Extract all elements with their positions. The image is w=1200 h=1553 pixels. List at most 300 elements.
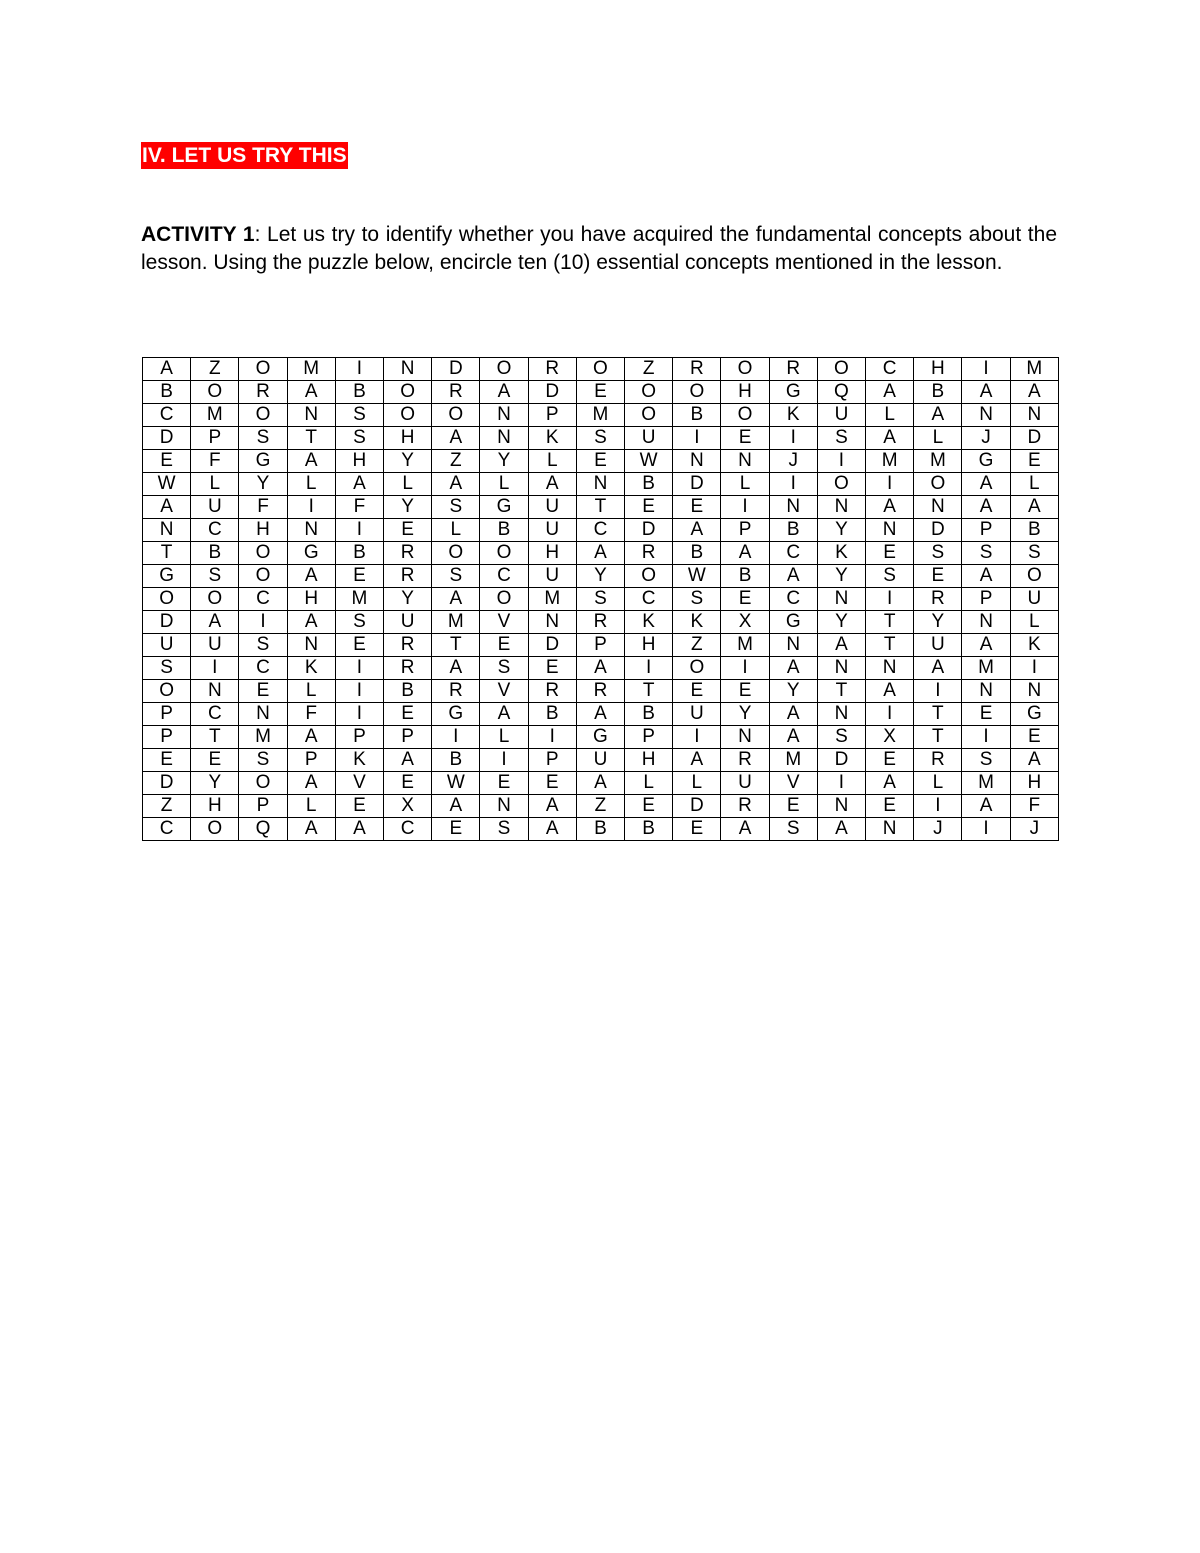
puzzle-cell[interactable]: C bbox=[480, 565, 528, 588]
puzzle-cell[interactable]: K bbox=[817, 542, 865, 565]
puzzle-cell[interactable]: F bbox=[287, 703, 335, 726]
puzzle-cell[interactable]: A bbox=[1010, 749, 1058, 772]
puzzle-cell[interactable]: O bbox=[191, 818, 239, 841]
puzzle-cell[interactable]: A bbox=[1010, 381, 1058, 404]
puzzle-cell[interactable]: I bbox=[866, 703, 914, 726]
puzzle-cell[interactable]: O bbox=[625, 565, 673, 588]
puzzle-cell[interactable]: U bbox=[673, 703, 721, 726]
puzzle-cell[interactable]: I bbox=[914, 795, 962, 818]
puzzle-cell[interactable]: I bbox=[721, 657, 769, 680]
puzzle-cell[interactable]: Q bbox=[817, 381, 865, 404]
puzzle-cell[interactable]: C bbox=[191, 703, 239, 726]
puzzle-cell[interactable]: D bbox=[432, 358, 480, 381]
puzzle-cell[interactable]: B bbox=[625, 703, 673, 726]
puzzle-cell[interactable]: B bbox=[432, 749, 480, 772]
puzzle-cell[interactable]: A bbox=[432, 657, 480, 680]
puzzle-cell[interactable]: Y bbox=[191, 772, 239, 795]
puzzle-cell[interactable]: L bbox=[191, 473, 239, 496]
puzzle-cell[interactable]: A bbox=[721, 542, 769, 565]
puzzle-cell[interactable]: E bbox=[866, 795, 914, 818]
puzzle-cell[interactable]: S bbox=[866, 565, 914, 588]
puzzle-cell[interactable]: S bbox=[1010, 542, 1058, 565]
puzzle-cell[interactable]: E bbox=[962, 703, 1010, 726]
puzzle-cell[interactable]: H bbox=[384, 427, 432, 450]
puzzle-cell[interactable]: I bbox=[673, 427, 721, 450]
puzzle-cell[interactable]: O bbox=[432, 404, 480, 427]
puzzle-cell[interactable]: J bbox=[769, 450, 817, 473]
puzzle-cell[interactable]: T bbox=[287, 427, 335, 450]
puzzle-cell[interactable]: O bbox=[384, 381, 432, 404]
puzzle-cell[interactable]: N bbox=[576, 473, 624, 496]
puzzle-cell[interactable]: E bbox=[143, 450, 191, 473]
puzzle-cell[interactable]: M bbox=[769, 749, 817, 772]
puzzle-cell[interactable]: S bbox=[817, 427, 865, 450]
puzzle-cell[interactable]: S bbox=[576, 427, 624, 450]
puzzle-cell[interactable]: U bbox=[191, 496, 239, 519]
puzzle-cell[interactable]: P bbox=[528, 749, 576, 772]
puzzle-cell[interactable]: A bbox=[432, 427, 480, 450]
puzzle-cell[interactable]: I bbox=[962, 726, 1010, 749]
puzzle-cell[interactable]: L bbox=[1010, 611, 1058, 634]
puzzle-cell[interactable]: I bbox=[769, 473, 817, 496]
puzzle-cell[interactable]: E bbox=[721, 427, 769, 450]
puzzle-cell[interactable]: A bbox=[191, 611, 239, 634]
puzzle-cell[interactable]: T bbox=[191, 726, 239, 749]
puzzle-cell[interactable]: B bbox=[384, 680, 432, 703]
puzzle-cell[interactable]: A bbox=[866, 772, 914, 795]
puzzle-cell[interactable]: C bbox=[625, 588, 673, 611]
puzzle-cell[interactable]: A bbox=[962, 473, 1010, 496]
puzzle-cell[interactable]: O bbox=[673, 657, 721, 680]
puzzle-cell[interactable]: E bbox=[335, 795, 383, 818]
puzzle-cell[interactable]: R bbox=[384, 542, 432, 565]
puzzle-cell[interactable]: E bbox=[866, 542, 914, 565]
puzzle-cell[interactable]: H bbox=[1010, 772, 1058, 795]
puzzle-cell[interactable]: A bbox=[576, 772, 624, 795]
puzzle-cell[interactable]: A bbox=[914, 657, 962, 680]
puzzle-cell[interactable]: U bbox=[576, 749, 624, 772]
puzzle-cell[interactable]: Y bbox=[769, 680, 817, 703]
puzzle-cell[interactable]: B bbox=[721, 565, 769, 588]
puzzle-cell[interactable]: E bbox=[625, 496, 673, 519]
puzzle-cell[interactable]: E bbox=[576, 381, 624, 404]
puzzle-cell[interactable]: E bbox=[191, 749, 239, 772]
puzzle-cell[interactable]: Y bbox=[480, 450, 528, 473]
puzzle-cell[interactable]: Y bbox=[384, 450, 432, 473]
puzzle-cell[interactable]: A bbox=[287, 381, 335, 404]
puzzle-cell[interactable]: A bbox=[432, 588, 480, 611]
puzzle-cell[interactable]: D bbox=[914, 519, 962, 542]
puzzle-cell[interactable]: M bbox=[432, 611, 480, 634]
puzzle-cell[interactable]: F bbox=[335, 496, 383, 519]
puzzle-cell[interactable]: X bbox=[866, 726, 914, 749]
puzzle-cell[interactable]: I bbox=[528, 726, 576, 749]
puzzle-cell[interactable]: N bbox=[769, 496, 817, 519]
puzzle-cell[interactable]: I bbox=[480, 749, 528, 772]
puzzle-cell[interactable]: T bbox=[432, 634, 480, 657]
puzzle-cell[interactable]: L bbox=[287, 795, 335, 818]
puzzle-cell[interactable]: F bbox=[1010, 795, 1058, 818]
puzzle-cell[interactable]: O bbox=[625, 404, 673, 427]
puzzle-cell[interactable]: X bbox=[721, 611, 769, 634]
puzzle-cell[interactable]: Z bbox=[673, 634, 721, 657]
puzzle-cell[interactable]: R bbox=[769, 358, 817, 381]
puzzle-cell[interactable]: O bbox=[1010, 565, 1058, 588]
puzzle-cell[interactable]: R bbox=[721, 749, 769, 772]
puzzle-cell[interactable]: H bbox=[625, 749, 673, 772]
puzzle-cell[interactable]: A bbox=[1010, 496, 1058, 519]
puzzle-cell[interactable]: N bbox=[817, 795, 865, 818]
puzzle-cell[interactable]: A bbox=[769, 657, 817, 680]
puzzle-cell[interactable]: E bbox=[384, 703, 432, 726]
puzzle-cell[interactable]: E bbox=[239, 680, 287, 703]
puzzle-cell[interactable]: A bbox=[962, 496, 1010, 519]
puzzle-cell[interactable]: O bbox=[432, 542, 480, 565]
puzzle-cell[interactable]: N bbox=[528, 611, 576, 634]
puzzle-cell[interactable]: O bbox=[239, 772, 287, 795]
puzzle-cell[interactable]: D bbox=[528, 634, 576, 657]
puzzle-cell[interactable]: C bbox=[191, 519, 239, 542]
puzzle-cell[interactable]: O bbox=[480, 588, 528, 611]
puzzle-cell[interactable]: O bbox=[721, 358, 769, 381]
puzzle-cell[interactable]: E bbox=[384, 772, 432, 795]
puzzle-cell[interactable]: H bbox=[721, 381, 769, 404]
puzzle-cell[interactable]: N bbox=[191, 680, 239, 703]
puzzle-cell[interactable]: D bbox=[143, 611, 191, 634]
puzzle-cell[interactable]: F bbox=[191, 450, 239, 473]
puzzle-cell[interactable]: N bbox=[962, 611, 1010, 634]
puzzle-cell[interactable]: S bbox=[239, 634, 287, 657]
puzzle-cell[interactable]: A bbox=[287, 450, 335, 473]
puzzle-cell[interactable]: B bbox=[576, 818, 624, 841]
puzzle-cell[interactable]: L bbox=[673, 772, 721, 795]
puzzle-cell[interactable]: G bbox=[143, 565, 191, 588]
puzzle-cell[interactable]: N bbox=[866, 818, 914, 841]
puzzle-cell[interactable]: U bbox=[528, 565, 576, 588]
puzzle-cell[interactable]: N bbox=[287, 634, 335, 657]
puzzle-cell[interactable]: S bbox=[432, 496, 480, 519]
puzzle-cell[interactable]: R bbox=[625, 542, 673, 565]
puzzle-cell[interactable]: B bbox=[480, 519, 528, 542]
puzzle-cell[interactable]: A bbox=[287, 565, 335, 588]
puzzle-cell[interactable]: I bbox=[914, 680, 962, 703]
puzzle-cell[interactable]: N bbox=[866, 657, 914, 680]
puzzle-cell[interactable]: A bbox=[769, 565, 817, 588]
puzzle-cell[interactable]: L bbox=[384, 473, 432, 496]
puzzle-cell[interactable]: B bbox=[335, 381, 383, 404]
puzzle-cell[interactable]: I bbox=[625, 657, 673, 680]
puzzle-cell[interactable]: O bbox=[384, 404, 432, 427]
puzzle-cell[interactable]: A bbox=[576, 703, 624, 726]
puzzle-cell[interactable]: M bbox=[335, 588, 383, 611]
puzzle-cell[interactable]: D bbox=[143, 427, 191, 450]
puzzle-cell[interactable]: E bbox=[866, 749, 914, 772]
puzzle-cell[interactable]: N bbox=[817, 703, 865, 726]
puzzle-cell[interactable]: W bbox=[625, 450, 673, 473]
puzzle-cell[interactable]: K bbox=[673, 611, 721, 634]
puzzle-cell[interactable]: A bbox=[962, 634, 1010, 657]
puzzle-cell[interactable]: A bbox=[673, 749, 721, 772]
puzzle-cell[interactable]: J bbox=[1010, 818, 1058, 841]
puzzle-cell[interactable]: P bbox=[335, 726, 383, 749]
puzzle-cell[interactable]: I bbox=[866, 588, 914, 611]
puzzle-cell[interactable]: L bbox=[432, 519, 480, 542]
puzzle-cell[interactable]: S bbox=[335, 611, 383, 634]
puzzle-cell[interactable]: C bbox=[769, 588, 817, 611]
puzzle-cell[interactable]: Y bbox=[817, 565, 865, 588]
puzzle-cell[interactable]: T bbox=[914, 703, 962, 726]
puzzle-cell[interactable]: O bbox=[191, 588, 239, 611]
puzzle-cell[interactable]: A bbox=[384, 749, 432, 772]
puzzle-cell[interactable]: L bbox=[721, 473, 769, 496]
puzzle-cell[interactable]: N bbox=[769, 634, 817, 657]
puzzle-cell[interactable]: X bbox=[384, 795, 432, 818]
puzzle-cell[interactable]: S bbox=[191, 565, 239, 588]
puzzle-cell[interactable]: A bbox=[866, 496, 914, 519]
puzzle-cell[interactable]: A bbox=[480, 381, 528, 404]
puzzle-cell[interactable]: P bbox=[625, 726, 673, 749]
puzzle-cell[interactable]: L bbox=[287, 473, 335, 496]
puzzle-cell[interactable]: Y bbox=[914, 611, 962, 634]
puzzle-cell[interactable]: E bbox=[528, 657, 576, 680]
puzzle-cell[interactable]: M bbox=[914, 450, 962, 473]
puzzle-cell[interactable]: M bbox=[528, 588, 576, 611]
puzzle-cell[interactable]: G bbox=[1010, 703, 1058, 726]
puzzle-cell[interactable]: R bbox=[576, 680, 624, 703]
puzzle-cell[interactable]: Z bbox=[432, 450, 480, 473]
puzzle-cell[interactable]: O bbox=[625, 381, 673, 404]
puzzle-cell[interactable]: N bbox=[480, 404, 528, 427]
puzzle-cell[interactable]: S bbox=[914, 542, 962, 565]
puzzle-cell[interactable]: W bbox=[673, 565, 721, 588]
puzzle-cell[interactable]: S bbox=[335, 404, 383, 427]
puzzle-cell[interactable]: Y bbox=[239, 473, 287, 496]
puzzle-cell[interactable]: N bbox=[287, 404, 335, 427]
puzzle-cell[interactable]: P bbox=[191, 427, 239, 450]
puzzle-cell[interactable]: D bbox=[143, 772, 191, 795]
puzzle-cell[interactable]: G bbox=[432, 703, 480, 726]
puzzle-cell[interactable]: L bbox=[287, 680, 335, 703]
puzzle-cell[interactable]: H bbox=[625, 634, 673, 657]
puzzle-cell[interactable]: A bbox=[335, 818, 383, 841]
puzzle-cell[interactable]: G bbox=[480, 496, 528, 519]
puzzle-cell[interactable]: P bbox=[143, 726, 191, 749]
puzzle-cell[interactable]: N bbox=[287, 519, 335, 542]
puzzle-cell[interactable]: E bbox=[721, 588, 769, 611]
puzzle-cell[interactable]: A bbox=[866, 427, 914, 450]
puzzle-cell[interactable]: C bbox=[866, 358, 914, 381]
puzzle-cell[interactable]: L bbox=[528, 450, 576, 473]
puzzle-cell[interactable]: R bbox=[432, 680, 480, 703]
puzzle-cell[interactable]: C bbox=[143, 818, 191, 841]
puzzle-cell[interactable]: L bbox=[914, 772, 962, 795]
puzzle-cell[interactable]: N bbox=[817, 588, 865, 611]
puzzle-cell[interactable]: S bbox=[480, 818, 528, 841]
puzzle-cell[interactable]: U bbox=[191, 634, 239, 657]
puzzle-cell[interactable]: E bbox=[721, 680, 769, 703]
puzzle-cell[interactable]: I bbox=[287, 496, 335, 519]
puzzle-cell[interactable]: O bbox=[817, 473, 865, 496]
puzzle-cell[interactable]: I bbox=[866, 473, 914, 496]
puzzle-cell[interactable]: C bbox=[239, 657, 287, 680]
puzzle-cell[interactable]: R bbox=[673, 358, 721, 381]
puzzle-cell[interactable]: A bbox=[721, 818, 769, 841]
puzzle-cell[interactable]: S bbox=[673, 588, 721, 611]
puzzle-cell[interactable]: V bbox=[480, 680, 528, 703]
puzzle-cell[interactable]: N bbox=[384, 358, 432, 381]
puzzle-cell[interactable]: G bbox=[576, 726, 624, 749]
puzzle-cell[interactable]: A bbox=[432, 473, 480, 496]
puzzle-cell[interactable]: R bbox=[384, 634, 432, 657]
puzzle-cell[interactable]: H bbox=[335, 450, 383, 473]
puzzle-cell[interactable]: A bbox=[962, 381, 1010, 404]
puzzle-cell[interactable]: B bbox=[914, 381, 962, 404]
puzzle-cell[interactable]: M bbox=[962, 772, 1010, 795]
puzzle-cell[interactable]: N bbox=[962, 404, 1010, 427]
puzzle-cell[interactable]: K bbox=[1010, 634, 1058, 657]
puzzle-cell[interactable]: N bbox=[914, 496, 962, 519]
puzzle-cell[interactable]: D bbox=[673, 473, 721, 496]
puzzle-cell[interactable]: K bbox=[625, 611, 673, 634]
puzzle-cell[interactable]: Z bbox=[191, 358, 239, 381]
puzzle-cell[interactable]: A bbox=[287, 726, 335, 749]
puzzle-cell[interactable]: A bbox=[528, 795, 576, 818]
puzzle-cell[interactable]: R bbox=[432, 381, 480, 404]
puzzle-cell[interactable]: O bbox=[914, 473, 962, 496]
puzzle-cell[interactable]: N bbox=[962, 680, 1010, 703]
puzzle-cell[interactable]: V bbox=[480, 611, 528, 634]
puzzle-cell[interactable]: P bbox=[962, 519, 1010, 542]
puzzle-cell[interactable]: E bbox=[1010, 450, 1058, 473]
puzzle-cell[interactable]: A bbox=[576, 542, 624, 565]
puzzle-cell[interactable]: E bbox=[673, 680, 721, 703]
puzzle-cell[interactable]: A bbox=[287, 818, 335, 841]
puzzle-cell[interactable]: U bbox=[625, 427, 673, 450]
puzzle-cell[interactable]: O bbox=[576, 358, 624, 381]
puzzle-cell[interactable]: E bbox=[769, 795, 817, 818]
puzzle-cell[interactable]: D bbox=[625, 519, 673, 542]
puzzle-cell[interactable]: I bbox=[335, 680, 383, 703]
puzzle-cell[interactable]: A bbox=[769, 703, 817, 726]
puzzle-cell[interactable]: P bbox=[721, 519, 769, 542]
puzzle-cell[interactable]: E bbox=[432, 818, 480, 841]
puzzle-cell[interactable]: U bbox=[528, 519, 576, 542]
puzzle-cell[interactable]: U bbox=[721, 772, 769, 795]
puzzle-cell[interactable]: A bbox=[287, 772, 335, 795]
puzzle-cell[interactable]: A bbox=[769, 726, 817, 749]
puzzle-cell[interactable]: S bbox=[576, 588, 624, 611]
puzzle-cell[interactable]: L bbox=[480, 726, 528, 749]
puzzle-cell[interactable]: S bbox=[239, 749, 287, 772]
puzzle-cell[interactable]: E bbox=[480, 634, 528, 657]
puzzle-cell[interactable]: H bbox=[528, 542, 576, 565]
puzzle-cell[interactable]: S bbox=[962, 749, 1010, 772]
puzzle-cell[interactable]: W bbox=[143, 473, 191, 496]
puzzle-cell[interactable]: R bbox=[528, 358, 576, 381]
puzzle-cell[interactable]: E bbox=[673, 496, 721, 519]
puzzle-cell[interactable]: A bbox=[143, 358, 191, 381]
puzzle-cell[interactable]: R bbox=[384, 565, 432, 588]
puzzle-cell[interactable]: I bbox=[432, 726, 480, 749]
puzzle-cell[interactable]: Q bbox=[239, 818, 287, 841]
puzzle-cell[interactable]: O bbox=[817, 358, 865, 381]
puzzle-cell[interactable]: G bbox=[769, 381, 817, 404]
puzzle-cell[interactable]: N bbox=[673, 450, 721, 473]
puzzle-cell[interactable]: D bbox=[817, 749, 865, 772]
puzzle-cell[interactable]: T bbox=[625, 680, 673, 703]
puzzle-cell[interactable]: O bbox=[239, 565, 287, 588]
puzzle-cell[interactable]: V bbox=[335, 772, 383, 795]
puzzle-cell[interactable]: I bbox=[769, 427, 817, 450]
puzzle-cell[interactable]: Z bbox=[143, 795, 191, 818]
puzzle-cell[interactable]: R bbox=[384, 657, 432, 680]
puzzle-cell[interactable]: O bbox=[239, 404, 287, 427]
puzzle-cell[interactable]: P bbox=[384, 726, 432, 749]
puzzle-cell[interactable]: S bbox=[432, 565, 480, 588]
puzzle-cell[interactable]: E bbox=[625, 795, 673, 818]
puzzle-cell[interactable]: T bbox=[817, 680, 865, 703]
puzzle-cell[interactable]: I bbox=[335, 657, 383, 680]
puzzle-cell[interactable]: M bbox=[287, 358, 335, 381]
puzzle-cell[interactable]: P bbox=[239, 795, 287, 818]
puzzle-cell[interactable]: I bbox=[962, 358, 1010, 381]
puzzle-cell[interactable]: P bbox=[576, 634, 624, 657]
puzzle-cell[interactable]: D bbox=[1010, 427, 1058, 450]
puzzle-cell[interactable]: T bbox=[576, 496, 624, 519]
puzzle-cell[interactable]: C bbox=[576, 519, 624, 542]
puzzle-cell[interactable]: R bbox=[914, 588, 962, 611]
puzzle-cell[interactable]: N bbox=[143, 519, 191, 542]
puzzle-cell[interactable]: A bbox=[962, 795, 1010, 818]
puzzle-cell[interactable]: M bbox=[576, 404, 624, 427]
puzzle-cell[interactable]: A bbox=[914, 404, 962, 427]
puzzle-cell[interactable]: U bbox=[1010, 588, 1058, 611]
puzzle-cell[interactable]: G bbox=[769, 611, 817, 634]
puzzle-cell[interactable]: A bbox=[817, 634, 865, 657]
puzzle-cell[interactable]: A bbox=[528, 473, 576, 496]
puzzle-cell[interactable]: E bbox=[335, 565, 383, 588]
puzzle-cell[interactable]: B bbox=[625, 473, 673, 496]
puzzle-cell[interactable]: B bbox=[335, 542, 383, 565]
puzzle-cell[interactable]: I bbox=[817, 772, 865, 795]
puzzle-cell[interactable]: M bbox=[721, 634, 769, 657]
puzzle-cell[interactable]: E bbox=[384, 519, 432, 542]
puzzle-cell[interactable]: B bbox=[673, 404, 721, 427]
puzzle-cell[interactable]: M bbox=[191, 404, 239, 427]
puzzle-cell[interactable]: D bbox=[673, 795, 721, 818]
puzzle-cell[interactable]: L bbox=[914, 427, 962, 450]
puzzle-cell[interactable]: O bbox=[143, 588, 191, 611]
puzzle-cell[interactable]: B bbox=[191, 542, 239, 565]
puzzle-cell[interactable]: G bbox=[239, 450, 287, 473]
puzzle-cell[interactable]: S bbox=[335, 427, 383, 450]
puzzle-cell[interactable]: M bbox=[1010, 358, 1058, 381]
puzzle-cell[interactable]: E bbox=[914, 565, 962, 588]
puzzle-cell[interactable]: N bbox=[721, 450, 769, 473]
puzzle-cell[interactable]: T bbox=[866, 611, 914, 634]
puzzle-cell[interactable]: O bbox=[673, 381, 721, 404]
puzzle-cell[interactable]: A bbox=[335, 473, 383, 496]
puzzle-cell[interactable]: B bbox=[1010, 519, 1058, 542]
puzzle-cell[interactable]: N bbox=[866, 519, 914, 542]
puzzle-cell[interactable]: G bbox=[287, 542, 335, 565]
puzzle-cell[interactable]: A bbox=[866, 381, 914, 404]
puzzle-cell[interactable]: R bbox=[528, 680, 576, 703]
puzzle-cell[interactable]: Y bbox=[817, 519, 865, 542]
puzzle-cell[interactable]: H bbox=[287, 588, 335, 611]
puzzle-cell[interactable]: S bbox=[962, 542, 1010, 565]
puzzle-cell[interactable]: A bbox=[817, 818, 865, 841]
